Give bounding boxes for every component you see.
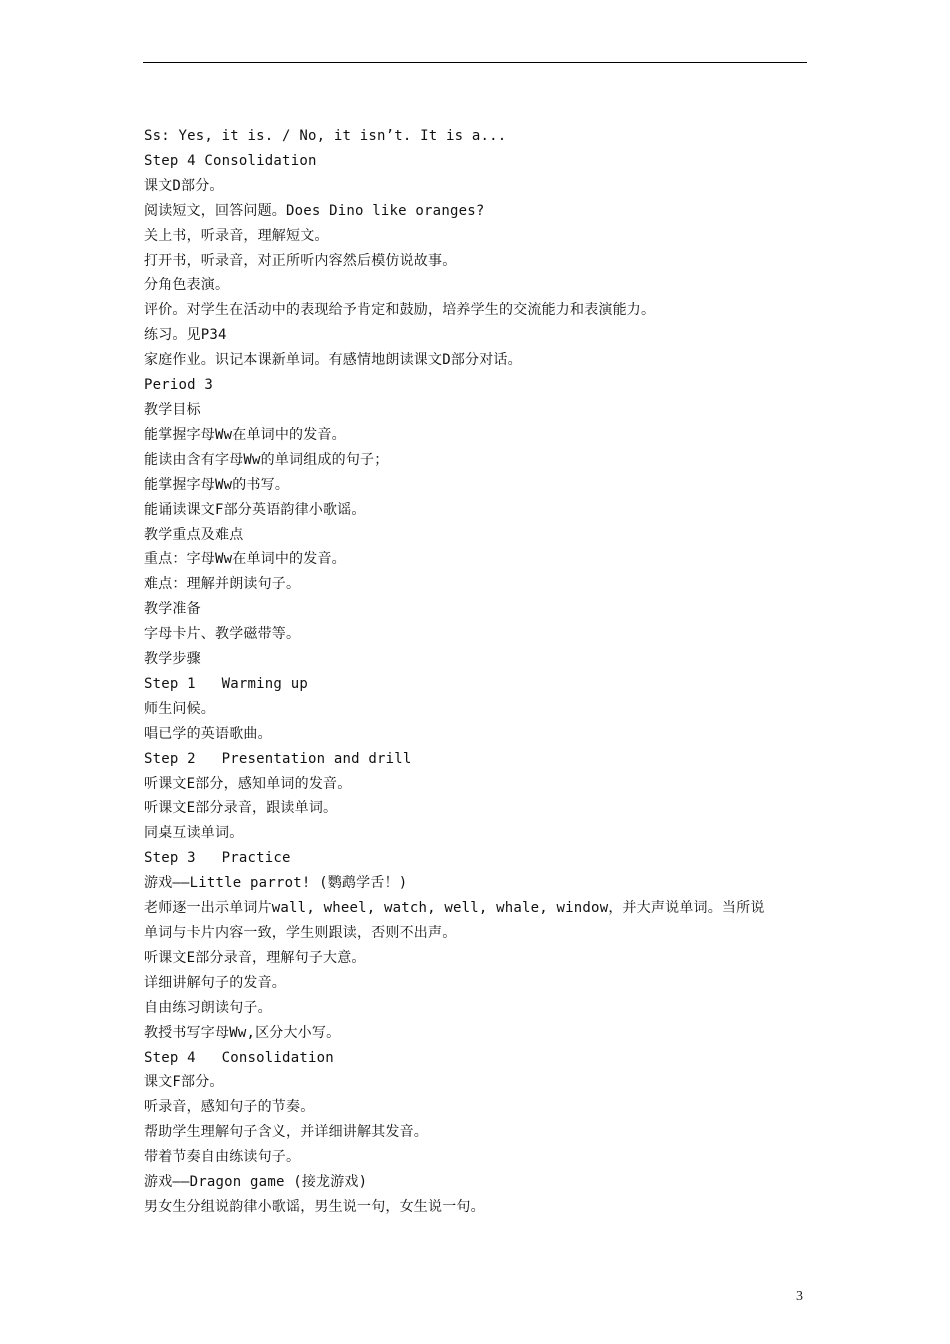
text-line: Step 4 Consolidation — [144, 1049, 334, 1066]
header-rule — [143, 62, 807, 63]
text-line: 评价。对学生在活动中的表现给予肯定和鼓励，培养学生的交流能力和表演能力。 — [144, 302, 656, 319]
text-line: Step 3 Practice — [144, 850, 291, 867]
text-line: Step 4 Consolidation — [144, 152, 317, 169]
text-line: 详细讲解句子的发音。 — [144, 974, 286, 991]
text-line: 课文F部分。 — [144, 1074, 224, 1091]
text-line: 帮助学生理解句子含义，并详细讲解其发音。 — [144, 1124, 428, 1141]
text-line: 重点：字母Ww在单词中的发音。 — [144, 551, 346, 568]
text-line: 家庭作业。识记本课新单词。有感情地朗读课文D部分对话。 — [144, 352, 522, 369]
text-line: 游戏——Dragon game (接龙游戏) — [144, 1174, 368, 1191]
text-line: 游戏——Little parrot! (鹦鹉学舌！) — [144, 875, 408, 892]
text-line: 同桌互读单词。 — [144, 825, 244, 842]
text-line: 教学目标 — [144, 401, 201, 418]
page-number: 3 — [796, 1289, 803, 1304]
text-line: 能读由含有字母Ww的单词组成的句子； — [144, 451, 389, 468]
text-line: 唱已学的英语歌曲。 — [144, 725, 272, 742]
text-line: 能掌握字母Ww的书写。 — [144, 476, 290, 493]
text-line: 自由练习朗读句子。 — [144, 999, 272, 1016]
text-line: 课文D部分。 — [144, 177, 224, 194]
text-line: 听课文E部分录音，跟读单词。 — [144, 800, 338, 817]
text-line: Period 3 — [144, 377, 214, 394]
text-line: 能掌握字母Ww在单词中的发音。 — [144, 426, 346, 443]
text-line: 分角色表演。 — [144, 277, 230, 294]
text-line: 单词与卡片内容一致，学生则跟读，否则不出声。 — [144, 925, 457, 941]
text-line: 教授书写字母Ww,区分大小写。 — [144, 1024, 341, 1041]
text-line: 关上书，听录音，理解短文。 — [144, 227, 329, 244]
text-line: 练习。见P34 — [144, 327, 227, 344]
text-line: 教学重点及难点 — [144, 526, 244, 543]
text-line: 能诵读课文F部分英语韵律小歌谣。 — [144, 501, 366, 518]
text-line: 教学准备 — [144, 601, 201, 618]
text-line: 师生问候。 — [144, 700, 215, 717]
text-line: Ss: Yes, it is. / No, it isn’t. It is a... — [144, 128, 507, 144]
text-line: Step 1 Warming up — [144, 675, 308, 692]
text-line: 听课文E部分，感知单词的发音。 — [144, 775, 352, 792]
text-line: 老师逐一出示单词片wall, wheel, watch, well, whale, window，并大声说单词。当所说 — [144, 900, 765, 917]
text-line: 难点：理解并朗读句子。 — [144, 576, 301, 593]
text-line: 字母卡片、教学磁带等。 — [144, 626, 301, 643]
text-line: 听录音，感知句子的节奏。 — [144, 1099, 315, 1116]
text-line: 教学步骤 — [144, 651, 201, 668]
text-line: 阅读短文，回答问题。Does Dino like oranges? — [144, 202, 485, 219]
text-line: 男女生分组说韵律小歌谣，男生说一句，女生说一句。 — [144, 1198, 485, 1215]
text-line: 带着节奏自由练读句子。 — [144, 1149, 301, 1166]
text-line: 听课文E部分录音，理解句子大意。 — [144, 949, 366, 966]
text-line: 打开书，听录音，对正所听内容然后模仿说故事。 — [144, 252, 457, 269]
text-line: Step 2 Presentation and drill — [144, 750, 412, 767]
document-body — [144, 124, 810, 1220]
